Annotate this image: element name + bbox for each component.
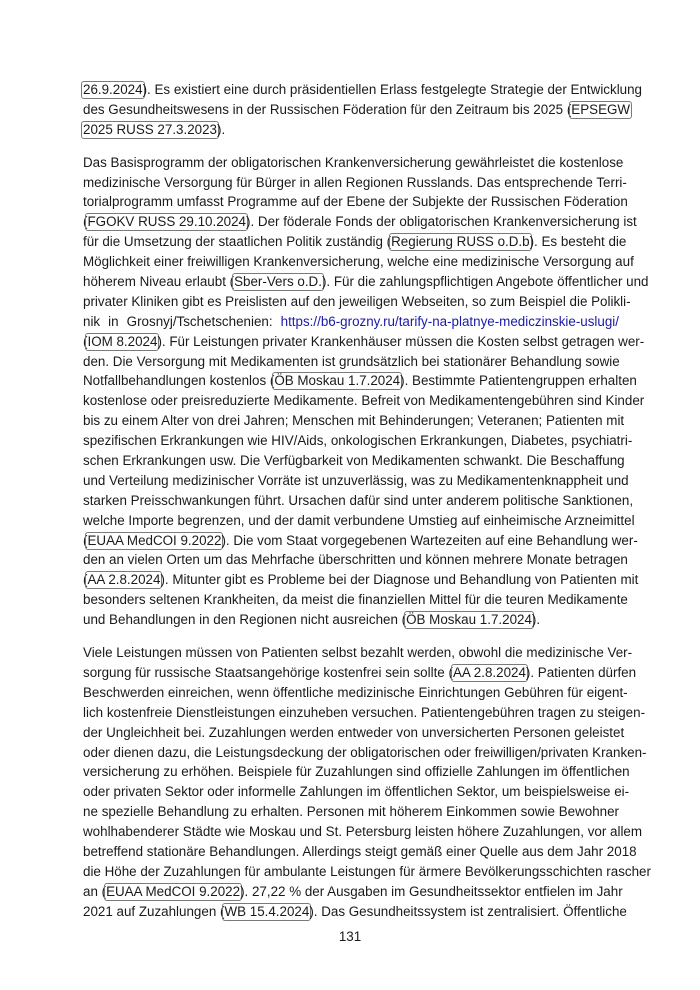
citation-link[interactable]: Regierung RUSS o.D.b (391, 234, 530, 250)
text-line (83, 590, 628, 610)
text-segment: den. Die Versorgung mit Medikamenten ist grundsätzlich bei stationärer Behandlung sowie (83, 353, 620, 369)
text-segment: besonders seltenen Krankheiten, da meist die finanziellen Mittel für die teuren Medikamente (83, 592, 628, 608)
text-line (83, 882, 623, 902)
text-line (83, 272, 649, 292)
text-line (83, 451, 625, 471)
text-segment: starken Preisschwankungen führt. Ursachen dafür sind unter anderem politische Sanktionen, (83, 492, 634, 508)
text-line (83, 391, 645, 411)
text-segment: an ( (83, 883, 107, 899)
text-segment: Viele Leistungen müssen von Patienten selbst bezahlt werden, obwohl die medizinische Ver- (83, 645, 633, 661)
text-line (83, 153, 624, 173)
text-segment: ( (83, 333, 88, 349)
text-segment: ). Mitunter gibt es Probleme bei der Diagnose und Behandlung von Patienten mit (160, 572, 639, 588)
text-segment: ). 27,22 % der Ausgaben im Gesundheitssektor entfielen im Jahr (240, 883, 623, 899)
text-segment: ). Bestimmte Patientengruppen erhalten (400, 373, 637, 389)
citation-link[interactable]: FGOKV RUSS 29.10.2024 (87, 214, 247, 230)
text-line (83, 643, 633, 663)
citation-link[interactable]: IOM 8.2024 (87, 333, 158, 349)
text-segment: kostenlose oder preisreduzierte Medikamente. Befreit von Medikamentengebühren sind Kinder (83, 393, 645, 409)
text-segment: ). Für die zahlungspflichtigen Angebote öffentlicher und (321, 274, 649, 290)
text-line (83, 802, 619, 822)
text-line (83, 80, 643, 100)
text-line (83, 663, 637, 683)
text-segment: des Gesundheitswesens in der Russischen Föderation für den Zeitraum bis 2025 ( (83, 101, 572, 117)
citation-link[interactable]: WB 15.4.2024 (224, 903, 310, 919)
text-segment: medizinische Versorgung für Bürger in allen Regionen Russlands. Das entsprechende Terri- (83, 174, 627, 190)
text-line (83, 232, 627, 252)
text-segment: Beschwerden einreichen, wenn öffentliche medizinische Einrichtungen Gebühren für eigent- (83, 684, 628, 700)
text-segment: für die Umsetzung der staatlichen Politik zuständig ( (83, 234, 392, 250)
text-line (83, 683, 628, 703)
paragraph-gap (83, 140, 619, 153)
text-segment: ). Die vom Staat vorgegebenen Wartezeiten auf eine Behandlung wer- (221, 532, 638, 548)
text-segment: oder privaten Sektor oder informelle Zahlungen im öffentlichen Sektor, um beispielsweise ei- (83, 784, 630, 800)
text-line (83, 862, 651, 882)
text-line (83, 332, 645, 352)
page-number: 131 (338, 929, 362, 944)
text-segment: ne spezielle Behandlung zu erhalten. Personen mit höherem Einkommen sowie Bewohner (83, 804, 619, 820)
text-segment: den an vielen Orten um das Mehrfache überschritten und können mehrere Monate betragen (83, 552, 628, 568)
text-line (83, 822, 643, 842)
text-line (83, 411, 625, 431)
text-segment: der Ungleichheit bei. Zuzahlungen werden entweder von unversicherten Personen geleistet (83, 724, 625, 740)
text-line (83, 723, 625, 743)
text-line (83, 491, 634, 511)
paragraph (83, 80, 643, 140)
text-segment: ( (83, 572, 88, 588)
text-segment: bis zu einem Alter von drei Jahren; Menschen mit Behinderungen; Veteranen; Patienten mit (83, 413, 625, 429)
text-segment: und Verteilung medizinischer Vorräte ist unzuverlässig, was zu Medikamentenknappheit und (83, 472, 629, 488)
citation-link[interactable]: ÖB Moskau 1.7.2024 (406, 612, 532, 628)
body-text (83, 80, 651, 922)
paragraph-gap (83, 630, 619, 643)
text-segment: lich kostenfreie Dienstleistungen einzuheben versuchen. Patientengebühren tragen zu steigen- (83, 704, 646, 720)
text-line (83, 312, 619, 332)
text-line (83, 902, 627, 922)
text-segment: welche Importe begrenzen, und der damit verbundene Umstieg auf einheimische Arzneimittel (83, 512, 635, 528)
text-line (83, 511, 635, 531)
citation-link[interactable]: Sber-Vers o.D. (234, 274, 322, 290)
text-segment: schen Erkrankungen usw. Die Verfügbarkeit von Medikamenten schwankt. Die Beschaffung (83, 453, 625, 469)
citation-link[interactable]: EPSEGW (571, 101, 631, 117)
url-link[interactable]: https://b6-grozny.ru/tarify-na-platnye-mediczinskie-uslugi/ (280, 313, 619, 329)
text-segment: nik in Grosnyj/Tschetschenien: (83, 313, 281, 329)
citation-link[interactable]: EUAA MedCOI 9.2022 (87, 532, 222, 548)
text-segment: oder dienen dazu, die Leistungsdeckung der obligatorischen oder freiwilligen/privaten Kranken- (83, 744, 647, 760)
text-segment: ( (83, 214, 88, 230)
text-segment: ). Das Gesundheitssystem ist zentralisiert. Öffentliche (309, 903, 627, 919)
text-segment: ). Für Leistungen privater Krankenhäuser müssen die Kosten selbst getragen wer- (157, 333, 645, 349)
citation-link[interactable]: 26.9.2024 (83, 82, 143, 97)
text-segment: spezifischen Erkrankungen wie HIV/Aids, onkologischen Erkrankungen, Diabetes, psychiatri- (83, 433, 633, 449)
text-line (83, 703, 646, 723)
citation-link[interactable]: 2025 RUSS 27.3.2023 (83, 121, 218, 137)
text-line (83, 762, 630, 782)
text-line (83, 120, 619, 140)
text-line (83, 431, 633, 451)
citation-link[interactable]: EUAA MedCOI 9.2022 (106, 883, 241, 899)
paragraph (83, 153, 649, 630)
citation-link[interactable]: ÖB Moskau 1.7.2024 (274, 373, 401, 389)
text-segment: sorgung für russische Staatsangehörige kostenfrei sein sollte ( (83, 664, 453, 680)
text-line (83, 531, 638, 551)
text-line (83, 371, 637, 391)
text-line (83, 610, 619, 630)
text-line (83, 252, 634, 272)
text-segment: betreffend stationäre Behandlungen. Allerdings steigt gemäß einer Quelle aus dem Jahr 2018 (83, 843, 637, 859)
text-segment: ). (531, 612, 541, 628)
text-line (83, 550, 628, 570)
text-line (83, 782, 630, 802)
text-segment: torialprogramm umfasst Programme auf der Ebene der Subjekte der Russischen Föderation (83, 194, 628, 210)
text-segment: höherem Niveau erlaubt ( (83, 274, 235, 290)
citation-link[interactable]: AA 2.8.2024 (87, 572, 161, 588)
text-line (83, 842, 637, 862)
text-line (83, 570, 639, 590)
citation-link[interactable]: AA 2.8.2024 (452, 664, 526, 680)
text-segment: ). Es besteht die (529, 234, 627, 250)
text-segment: ). Der föderale Fonds der obligatorischen Krankenversicherung ist (246, 214, 637, 230)
text-segment: ). Es existiert eine durch präsidentiellen Erlass festgelegte Strategie der Entwicklung (142, 82, 643, 97)
text-line (83, 471, 629, 491)
text-segment: privater Kliniken gibt es Preislisten auf den jeweiligen Webseiten, so zum Beispiel die Polikli- (83, 293, 631, 309)
text-segment: ). (217, 121, 226, 137)
text-line (83, 173, 627, 193)
text-segment: Das Basisprogramm der obligatorischen Krankenversicherung gewährleistet die kostenlose (83, 154, 624, 170)
text-line (83, 192, 628, 212)
text-segment: ). Patienten dürfen (525, 664, 637, 680)
text-segment: die Höhe der Zuzahlungen für ambulante Leistungen für ärmere Bevölkerungsschichten rascher (83, 863, 651, 879)
text-segment: wohlhabenderer Städte wie Moskau und St. Petersburg leisten höhere Zuzahlungen, vor allem (83, 824, 643, 840)
text-segment: versicherung zu erhöhen. Beispiele für Zuzahlungen sind offizielle Zahlungen im öffentlichen (83, 764, 630, 780)
paragraph (83, 643, 651, 921)
text-line (83, 743, 647, 763)
text-segment: ( (83, 532, 88, 548)
text-line (83, 100, 631, 120)
text-line (83, 352, 619, 372)
text-segment: und Behandlungen in den Regionen nicht ausreichen ( (83, 612, 407, 628)
text-segment: 2021 auf Zuzahlungen ( (83, 903, 225, 919)
text-line (83, 212, 637, 232)
text-segment: Möglichkeit einer freiwilligen Krankenversicherung, welche eine medizinische Versorgung auf (83, 254, 634, 270)
text-segment: Notfallbehandlungen kostenlos ( (83, 373, 275, 389)
text-line (83, 292, 631, 312)
